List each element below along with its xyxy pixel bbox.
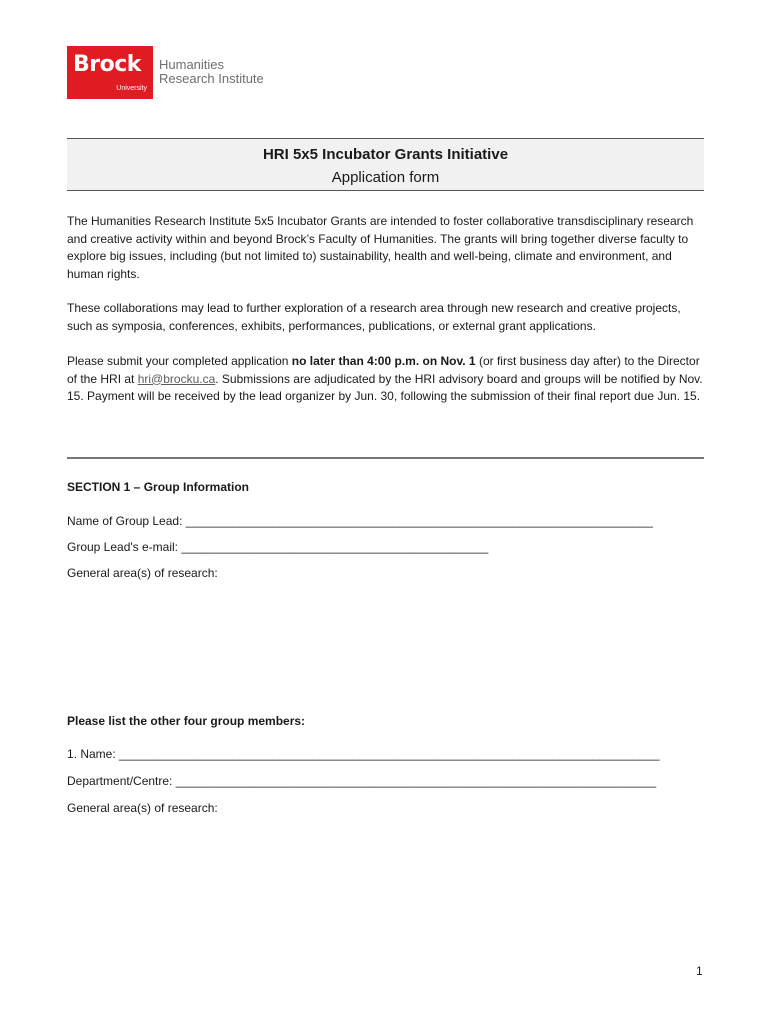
member1-research-area-field[interactable]: General area(s) of research: bbox=[67, 801, 218, 815]
logo-subtitle: University bbox=[116, 85, 147, 92]
submission-text-end: . Submissions are adjudicated by the HRI advisory board and groups will be notified by Nov. 15. Payment will be received by the lead organizer by Jun. 30, following the submission of their final report due Jun. 15. bbox=[67, 371, 703, 403]
group-lead-name-field[interactable]: Name of Group Lead: ______________________________________________________________________ bbox=[67, 514, 653, 528]
section1-heading: SECTION 1 – Group Information bbox=[67, 480, 250, 494]
institute-name-line2: Research Institute bbox=[159, 71, 264, 86]
group-lead-email-field[interactable]: Group Lead's e-mail: ______________________________________________ bbox=[67, 540, 489, 554]
brock-logo-box bbox=[67, 46, 153, 99]
intro-paragraph-2: These collaborations may lead to further exploration of a research area through new research and creative projects, such as symposia, conferences, exhibits, performances, publications, or external grant applications. bbox=[67, 301, 681, 333]
member1-department-field[interactable]: Department/Centre: ________________________________________________________________________ bbox=[67, 774, 657, 788]
form-subtitle: Application form bbox=[331, 169, 440, 186]
submission-paragraph bbox=[67, 353, 707, 406]
submission-text-mid: (or first business day after) to the Director of the HRI at bbox=[67, 354, 700, 386]
member1-name-field[interactable]: 1. Name: _________________________________________________________________________________ bbox=[67, 747, 660, 761]
form-title: HRI 5x5 Incubator Grants Initiative bbox=[262, 146, 509, 163]
submission-text-start: Please submit your completed application bbox=[67, 354, 292, 368]
page-number: 1 bbox=[696, 964, 703, 978]
section-divider bbox=[67, 457, 704, 459]
institute-name bbox=[159, 58, 264, 86]
members-heading: Please list the other four group members: bbox=[67, 714, 306, 728]
deadline-text: no later than 4:00 p.m. on Nov. 1 bbox=[291, 354, 476, 368]
form-title-box bbox=[67, 138, 704, 191]
intro-paragraph-1: The Humanities Research Institute 5x5 Incubator Grants are intended to foster collaborative transdisciplinary research and creative activity within and beyond Brock’s Faculty of Humanities. The grants will bring together diverse faculty to explore big issues, including (but not limited to) sustainability, health and well-being, climate and environment, and human rights. bbox=[67, 214, 694, 281]
email-link[interactable]: hri@brocku.ca bbox=[137, 371, 216, 386]
brock-hri-logo bbox=[67, 46, 264, 99]
logo-wordmark: Brock bbox=[73, 52, 141, 77]
group-research-area-field[interactable]: General area(s) of research: bbox=[67, 566, 218, 580]
institute-name-line1: Humanities bbox=[159, 57, 225, 72]
